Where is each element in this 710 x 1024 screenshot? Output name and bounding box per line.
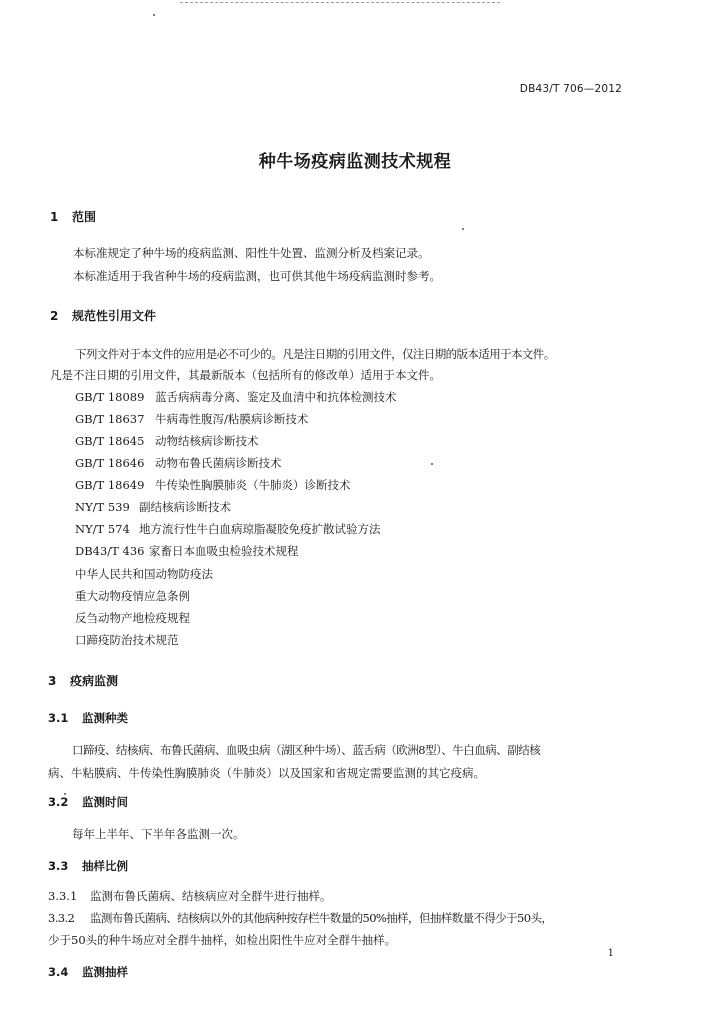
paragraph: 病、牛粘膜病、牛传染性胸膜肺炎（牛肺炎）以及国家和省规定需要监测的其它疫病。 (48, 766, 485, 780)
section-title: 范围 (72, 210, 97, 224)
reference-code: GB/T 18646 (75, 456, 145, 470)
subsection-3-1-heading (48, 710, 128, 726)
section-3-heading (48, 672, 118, 689)
paragraph: 每年上半年、下半年各监测一次。 (72, 827, 245, 841)
regulation-item: 重大动物疫情应急条例 (75, 589, 190, 603)
clause-number: 3.3.2 (48, 911, 75, 925)
reference-item (75, 433, 259, 449)
subsection-3-4-heading (48, 964, 128, 980)
reference-item (75, 411, 308, 427)
section-number: 3 (48, 674, 57, 688)
reference-title: 家畜日本血吸虫检验技术规程 (149, 544, 299, 558)
reference-title: 动物结核病诊断技术 (155, 434, 259, 448)
subsection-3-3-heading (48, 858, 128, 874)
section-title: 疫病监测 (70, 674, 119, 688)
clause-number: 3.3.1 (48, 889, 78, 903)
reference-item (75, 521, 381, 537)
clause-text: 监测布鲁氏菌病、结核病应对全群牛进行抽样。 (90, 889, 332, 903)
reference-code: NY/T 574 (75, 522, 130, 536)
reference-title: 牛病毒性腹泻/粘膜病诊断技术 (155, 412, 309, 426)
standard-code: DB43/T 706—2012 (519, 83, 622, 95)
section-number: 1 (50, 210, 59, 224)
section-number: 2 (50, 309, 59, 323)
reference-title: 地方流行性牛白血病琼脂凝胶免疫扩散试验方法 (139, 522, 381, 536)
reference-code: GB/T 18637 (75, 412, 145, 426)
reference-item (75, 477, 351, 493)
reference-title: 动物布鲁氏菌病诊断技术 (155, 456, 282, 470)
section-1-heading (50, 208, 96, 225)
regulation-item: 口蹄疫防治技术规范 (75, 633, 179, 647)
subsection-number: 3.3 (48, 859, 69, 873)
reference-title: 牛传染性胸膜肺炎（牛肺炎）诊断技术 (155, 478, 351, 492)
reference-title: 蓝舌病病毒分离、鉴定及血清中和抗体检测技术 (155, 390, 397, 404)
subsection-number: 3.1 (48, 711, 69, 725)
reference-code: GB/T 18089 (75, 390, 145, 404)
regulation-item: 中华人民共和国动物防疫法 (75, 567, 213, 581)
clause-text: 监测布鲁氏菌病、结核病以外的其他病种按存栏牛数量的50%抽样，但抽样数量不得少于50头， (90, 911, 553, 925)
page-number: 1 (607, 948, 614, 959)
subsection-3-2-heading (48, 794, 128, 810)
scan-speck (431, 463, 433, 465)
reference-item (75, 499, 231, 515)
scan-speck (462, 228, 464, 230)
scan-artifact-top (180, 0, 500, 3)
paragraph: 下列文件对于本文件的应用是必不可少的。凡是注日期的引用文件，仅注日期的版本适用于本文件。 (75, 347, 555, 361)
scan-speck (153, 14, 155, 16)
clause-3-3-1 (48, 888, 332, 904)
reference-item (75, 389, 397, 405)
paragraph: 本标准规定了种牛场的疫病监测、阳性牛处置、监测分析及档案记录。 (73, 246, 430, 260)
paragraph: 凡是不注日期的引用文件，其最新版本（包括所有的修改单）适用于本文件。 (50, 368, 441, 382)
clause-3-3-2 (48, 910, 552, 926)
subsection-title: 抽样比例 (82, 859, 128, 873)
reference-code: DB43/T 436 (75, 544, 145, 558)
subsection-number: 3.2 (48, 795, 69, 809)
paragraph: 少于50头的种牛场应对全群牛抽样，如检出阳性牛应对全群牛抽样。 (48, 933, 397, 947)
document-title: 种牛场疫病监测技术规程 (258, 152, 452, 172)
reference-code: GB/T 18649 (75, 478, 145, 492)
subsection-title: 监测种类 (82, 711, 128, 725)
reference-code: NY/T 539 (75, 500, 130, 514)
subsection-number: 3.4 (48, 965, 69, 979)
reference-title: 副结核病诊断技术 (139, 500, 231, 514)
paragraph: 本标准适用于我省种牛场的疫病监测，也可供其他牛场疫病监测时参考。 (73, 269, 441, 283)
reference-item (75, 455, 282, 471)
reference-item (75, 543, 299, 559)
regulation-item: 反刍动物产地检疫规程 (75, 611, 190, 625)
paragraph: 口蹄疫、结核病、布鲁氏菌病、血吸虫病（湖区种牛场）、蓝舌病（欧洲8型）、牛白血病、副结核 (72, 743, 541, 757)
reference-code: GB/T 18645 (75, 434, 145, 448)
subsection-title: 监测时间 (82, 795, 128, 809)
subsection-title: 监测抽样 (82, 965, 128, 979)
section-2-heading (50, 307, 156, 324)
section-title: 规范性引用文件 (72, 309, 157, 323)
